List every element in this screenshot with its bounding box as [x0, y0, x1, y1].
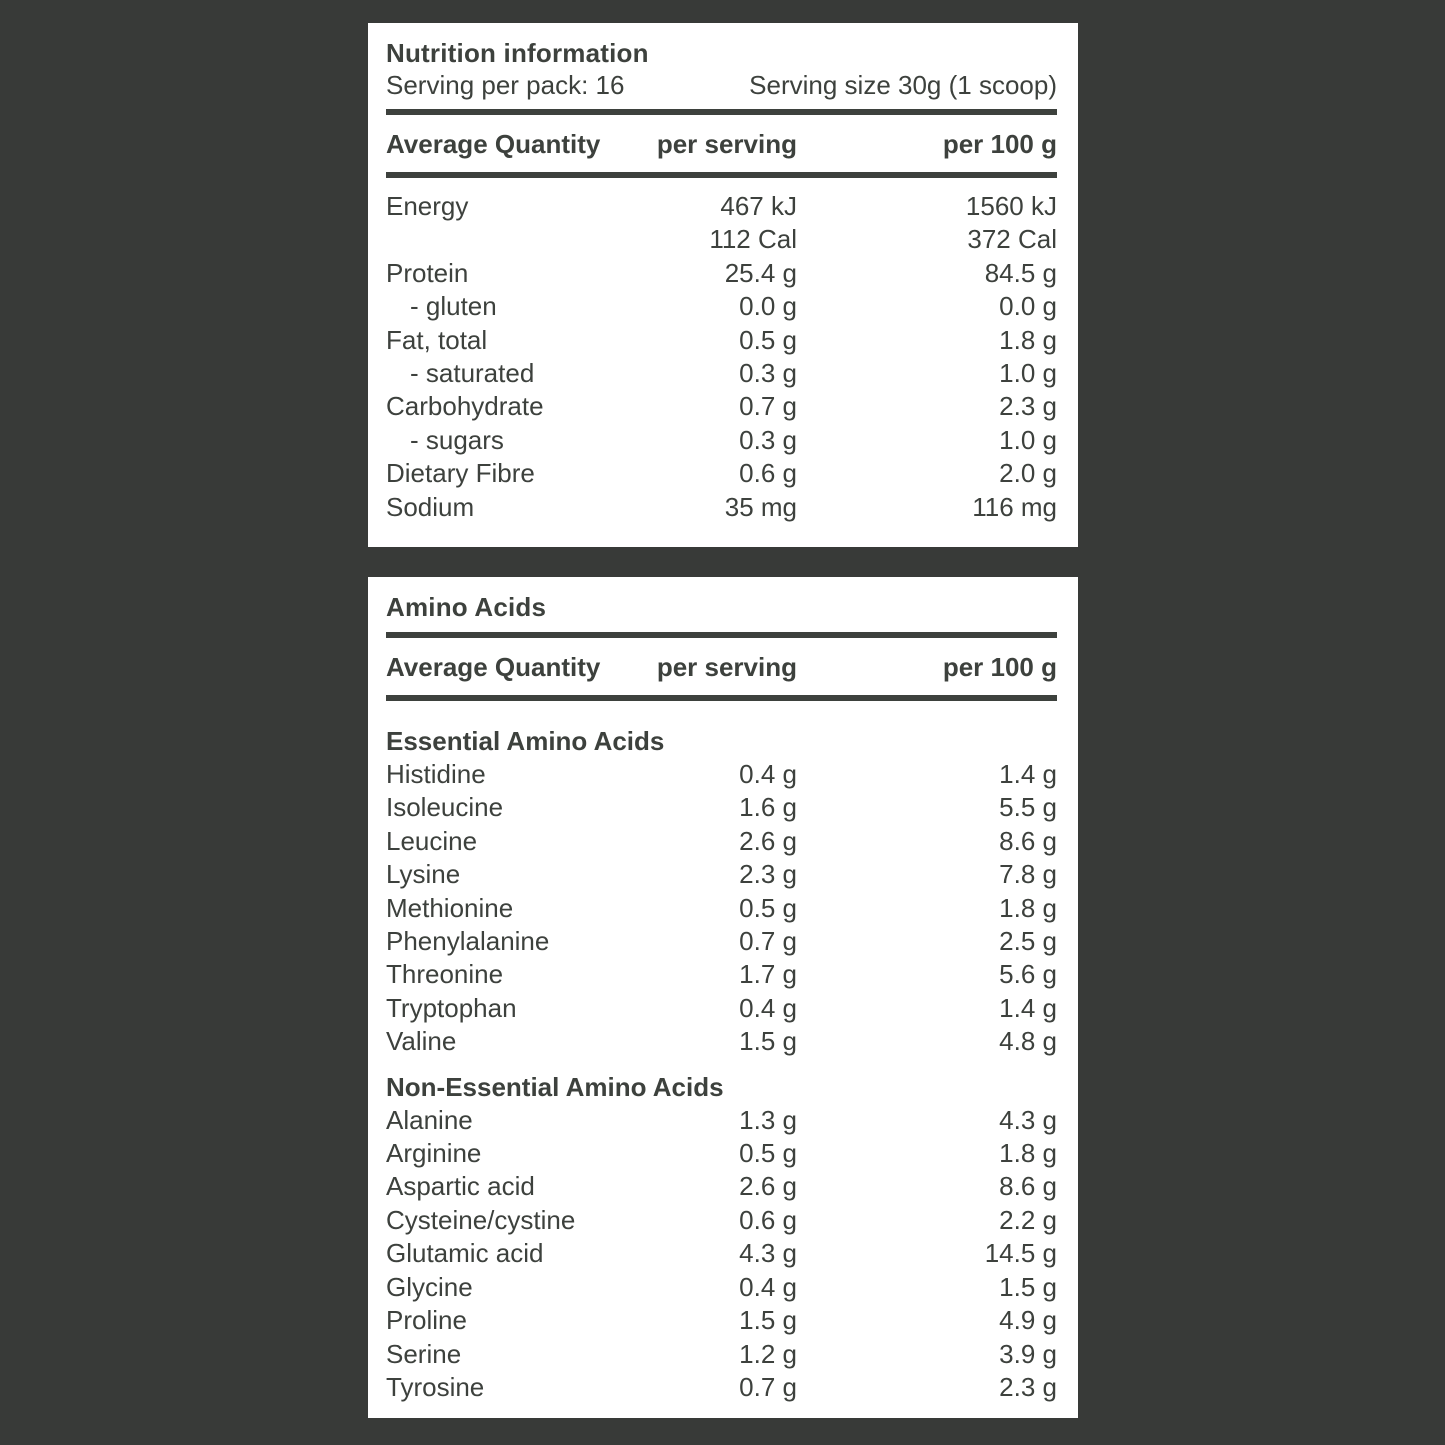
nutrient-label: Energy [386, 191, 469, 221]
nutrient-label: Dietary Fibre [386, 458, 535, 489]
per-serving-value: 0.7 g [739, 391, 797, 422]
nutrient-label: - gluten [410, 291, 497, 322]
essential-section-heading: Essential Amino Acids [386, 726, 665, 756]
per-serving-value: 0.4 g [739, 992, 797, 1023]
per-serving-value: 1.5 g [739, 1026, 797, 1057]
column-header-per-100g: per 100 g [942, 652, 1057, 682]
column-header-per-serving: per serving [656, 652, 797, 682]
table-row [386, 1137, 1057, 1170]
per-100g-value: 1.0 g [999, 358, 1057, 389]
table-row [386, 290, 1057, 323]
per-serving-value: 0.6 g [739, 1204, 797, 1235]
per-100g-value: 1.5 g [999, 1271, 1057, 1302]
per-100g-value: 372 Cal [967, 224, 1057, 255]
per-100g-value: 14.5 g [984, 1238, 1057, 1269]
per-100g-value: 3.9 g [999, 1338, 1057, 1369]
per-100g-value: 1.0 g [999, 424, 1057, 455]
nutrition-panel [368, 23, 1078, 547]
amino-label: Arginine [386, 1138, 482, 1169]
table-row [386, 457, 1057, 490]
per-serving-value: 0.7 g [739, 1371, 797, 1402]
table-row [386, 858, 1057, 891]
column-header-average-quantity: Average Quantity [386, 652, 601, 682]
column-header-per-100g: per 100 g [942, 129, 1057, 159]
non-essential-section-heading: Non-Essential Amino Acids [386, 1071, 724, 1102]
table-row [386, 190, 1057, 223]
per-100g-value: 1560 kJ [965, 191, 1057, 221]
per-100g-value: 7.8 g [999, 859, 1057, 890]
amino-label: Glutamic acid [386, 1238, 544, 1269]
per-100g-value: 2.3 g [999, 391, 1057, 422]
per-serving-value: 467 kJ [720, 191, 797, 221]
column-header-row [386, 115, 1057, 172]
nutrient-label: Carbohydrate [386, 391, 544, 422]
table-row [386, 491, 1057, 524]
per-serving-value: 4.3 g [739, 1238, 797, 1269]
per-serving-value: 2.6 g [739, 1171, 797, 1202]
table-row [386, 1304, 1057, 1337]
per-100g-value: 1.8 g [999, 1138, 1057, 1169]
amino-label: Alanine [386, 1104, 473, 1135]
per-serving-value: 0.5 g [739, 892, 797, 923]
per-100g-value: 4.9 g [999, 1305, 1057, 1336]
table-row [386, 1338, 1057, 1371]
per-100g-value: 84.5 g [984, 257, 1057, 288]
per-serving-value: 2.6 g [739, 825, 797, 856]
table-row [386, 892, 1057, 925]
per-serving-value: 25.4 g [724, 257, 797, 288]
servings-per-pack: Serving per pack: 16 [386, 70, 625, 100]
per-100g-value: 1.8 g [999, 324, 1057, 355]
table-row [386, 1170, 1057, 1203]
essential-amino-table [386, 758, 1057, 1059]
table-row [386, 390, 1057, 423]
amino-label: Leucine [386, 825, 478, 856]
per-100g-value: 1.4 g [999, 992, 1057, 1023]
per-serving-value: 1.6 g [739, 792, 797, 823]
per-serving-value: 35 mg [724, 491, 797, 522]
amino-label: Lysine [386, 859, 461, 890]
table-row [386, 257, 1057, 290]
per-serving-value: 2.3 g [739, 859, 797, 890]
amino-label: Glycine [386, 1271, 473, 1302]
per-serving-value: 0.3 g [739, 358, 797, 389]
per-100g-value: 1.8 g [999, 892, 1057, 923]
nutrient-label [386, 223, 627, 256]
table-row [386, 424, 1057, 457]
per-100g-value: 5.6 g [999, 959, 1057, 990]
per-serving-value: 0.3 g [739, 424, 797, 455]
per-serving-value: 112 Cal [709, 224, 797, 255]
table-row [386, 1104, 1057, 1137]
amino-acids-panel [368, 577, 1078, 1418]
amino-label: Serine [386, 1338, 462, 1369]
amino-label: Cysteine/cystine [386, 1204, 576, 1235]
column-header-row [386, 638, 1057, 695]
per-serving-value: 1.2 g [739, 1338, 797, 1369]
amino-label: Tryptophan [386, 992, 517, 1023]
table-row [386, 958, 1057, 991]
table-row [386, 1204, 1057, 1237]
table-row [386, 1371, 1057, 1404]
table-row [386, 1025, 1057, 1058]
table-row [386, 324, 1057, 357]
amino-label: Histidine [386, 759, 486, 789]
per-serving-value: 0.6 g [739, 458, 797, 489]
nutrition-title: Nutrition information [386, 38, 649, 68]
amino-label: Methionine [386, 892, 514, 923]
divider [386, 695, 1057, 701]
per-100g-value: 2.2 g [999, 1204, 1057, 1235]
amino-label: Valine [386, 1026, 457, 1057]
per-100g-value: 8.6 g [999, 825, 1057, 856]
amino-label: Isoleucine [386, 792, 504, 823]
per-100g-value: 1.4 g [999, 759, 1057, 789]
table-row [386, 1237, 1057, 1270]
per-100g-value: 8.6 g [999, 1171, 1057, 1202]
per-serving-value: 0.7 g [739, 926, 797, 957]
nutrient-label: Sodium [386, 491, 475, 522]
per-100g-value: 2.3 g [999, 1371, 1057, 1402]
non-essential-amino-table [386, 1104, 1057, 1405]
nutrient-label: - sugars [410, 424, 504, 455]
amino-label: Proline [386, 1305, 467, 1336]
table-row [386, 758, 1057, 791]
column-header-average-quantity: Average Quantity [386, 129, 601, 159]
table-row [386, 357, 1057, 390]
serving-info [386, 70, 1057, 100]
table-row [386, 992, 1057, 1025]
per-serving-value: 1.7 g [739, 959, 797, 990]
amino-label: Phenylalanine [386, 926, 550, 957]
column-header-per-serving: per serving [656, 129, 797, 159]
per-serving-value: 0.4 g [739, 1271, 797, 1302]
amino-acids-title: Amino Acids [386, 592, 547, 622]
table-row [386, 925, 1057, 958]
amino-label: Tyrosine [386, 1371, 485, 1402]
nutrition-table [386, 178, 1057, 524]
per-serving-value: 0.4 g [739, 759, 797, 789]
amino-label: Threonine [386, 959, 504, 990]
per-serving-value: 0.5 g [739, 1138, 797, 1169]
table-row [386, 825, 1057, 858]
per-100g-value: 116 mg [972, 491, 1057, 522]
per-serving-value: 1.3 g [739, 1104, 797, 1135]
table-row [386, 791, 1057, 824]
nutrient-label: Fat, total [386, 324, 488, 355]
amino-label: Aspartic acid [386, 1171, 535, 1202]
per-100g-value: 0.0 g [999, 291, 1057, 322]
nutrient-label: - saturated [410, 358, 535, 389]
per-100g-value: 4.8 g [999, 1026, 1057, 1057]
per-100g-value: 2.0 g [999, 458, 1057, 489]
per-100g-value: 5.5 g [999, 792, 1057, 823]
serving-size: Serving size 30g (1 scoop) [749, 70, 1057, 100]
per-100g-value: 2.5 g [999, 926, 1057, 957]
nutrient-label: Protein [386, 257, 469, 288]
table-row [386, 223, 1057, 256]
table-row [386, 1271, 1057, 1304]
per-serving-value: 0.0 g [739, 291, 797, 322]
per-serving-value: 0.5 g [739, 324, 797, 355]
per-100g-value: 4.3 g [999, 1104, 1057, 1135]
per-serving-value: 1.5 g [739, 1305, 797, 1336]
